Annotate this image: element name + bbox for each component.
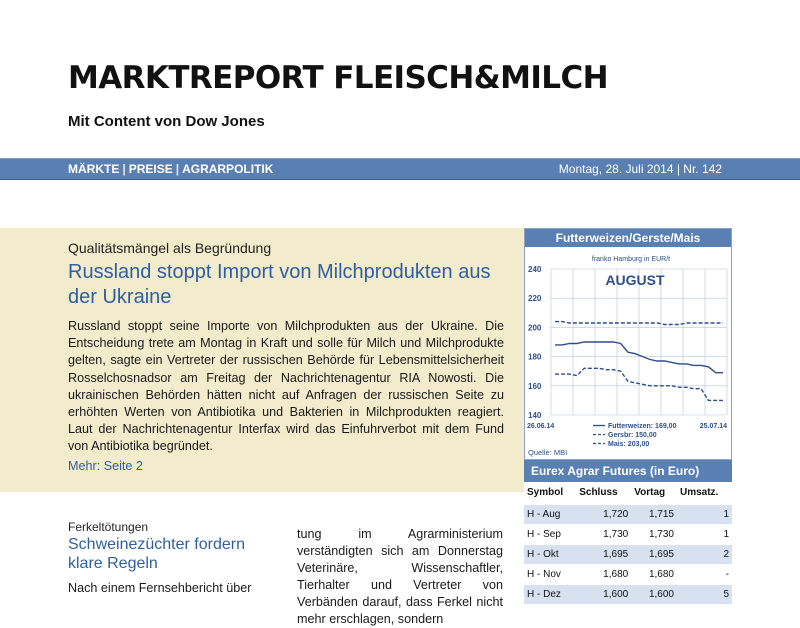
col-symbol: Symbol <box>524 482 576 504</box>
price-chart-box <box>524 228 732 460</box>
second-body: Nach einem Fernsehbericht über <box>68 581 252 595</box>
cell-schluss: 1,730 <box>576 524 631 544</box>
y-tick-label: 140 <box>528 411 542 420</box>
chart-subtitle: franko Hamburg in EUR/t <box>591 256 671 263</box>
cell-schluss: 1,680 <box>576 564 631 584</box>
chart-source: Quelle: MBI <box>528 448 568 457</box>
cell-umsatz: 5 <box>677 584 732 604</box>
legend-label: Futterweizen: 169,00 <box>608 423 677 430</box>
nav-separator: | <box>122 162 126 176</box>
cell-schluss: 1,720 <box>576 504 631 524</box>
cell-schluss: 1,695 <box>576 544 631 564</box>
col-schluss: Schluss <box>576 482 631 504</box>
x-start-label: 26.06.14 <box>527 423 555 430</box>
col-vortag: Vortag <box>631 482 677 504</box>
cell-vortag: 1,680 <box>631 564 677 584</box>
y-tick-label: 220 <box>528 294 542 304</box>
lead-more-link[interactable]: Mehr: Seite 2 <box>68 459 143 473</box>
cell-vortag: 1,715 <box>631 504 677 524</box>
cell-symbol: H - Nov <box>524 564 576 584</box>
table-row <box>524 524 732 544</box>
cell-umsatz: 1 <box>677 504 732 524</box>
y-tick-label: 240 <box>528 265 542 274</box>
futures-table-title: Eurex Agrar Futures (in Euro) <box>524 460 732 482</box>
y-tick-label: 180 <box>528 352 542 362</box>
lead-kicker: Qualitätsmängel als Begründung <box>68 240 272 256</box>
nav-items <box>68 162 273 176</box>
cell-symbol: H - Aug <box>524 504 576 524</box>
table-row <box>524 544 732 564</box>
col-umsatz: Umsatz. <box>677 482 732 504</box>
nav-separator: | <box>175 162 180 176</box>
futures-header-row <box>524 482 732 504</box>
cell-umsatz: 2 <box>677 544 732 564</box>
second-headline: Schweinezüchter fordern klare Regeln <box>68 536 245 572</box>
lead-headline: Russland stoppt Import von Milchprodukten aus der Ukraine <box>68 261 491 308</box>
cell-vortag: 1,600 <box>631 584 677 604</box>
x-end-label: 25.07.14 <box>699 423 727 430</box>
legend-label: Gersbr: 150,00 <box>608 432 657 439</box>
second-body-column: tung im Agrarministerium verständigten sich am Donnerstag Veterinäre, Wissenschaftler, Tierhalter und Vertreter von Verbänden darauf, dass Ferkel nicht mehr erschlagen, sondern <box>297 527 503 626</box>
y-tick-label: 160 <box>528 381 542 391</box>
cell-umsatz: 1 <box>677 524 732 544</box>
legend-label: Mais: 203,00 <box>608 441 650 448</box>
second-kicker: Ferkeltötungen <box>68 520 149 534</box>
lead-body: Russland stoppt seine Importe von Milchprodukten aus der Ukraine. Die Entscheidung trete am Montag in Kraft und solle für Milch und Milchprodukte gelten, sagte ein Vertreter der russischen Behörde für Lebensmittelsicherheit Rosselchosnadsor am Freitag der Nachrichtenagentur RIA Nowosti. Die ukrainischen Behörden hätten nicht auf Anfragen der russischen Seite zu erhöhten Werten von Antibiotika und Bakterien in Milchprodukten reagiert. Laut der Nachrichtenagentur Interfax wird das Einfuhrverbot mit dem Fund von Antibiotika begründet. <box>68 319 504 454</box>
section-navbar <box>0 158 800 180</box>
table-row <box>524 504 732 524</box>
masthead-subtitle: Mit Content von Dow Jones <box>68 113 265 130</box>
cell-umsatz: - <box>677 564 732 584</box>
masthead-title: MARKTREPORT FLEISCH&MILCH <box>68 60 608 96</box>
chart-title: Futterweizen/Gerste/Mais <box>525 229 731 247</box>
table-row <box>524 584 732 604</box>
futures-table <box>524 482 732 604</box>
y-tick-label: 200 <box>528 323 542 333</box>
cell-symbol: H - Dez <box>524 584 576 604</box>
nav-item-maerkte[interactable]: MÄRKTE <box>68 162 120 176</box>
nav-item-agrarpolitik[interactable]: AGRARPOLITIK <box>182 162 274 176</box>
cell-vortag: 1,730 <box>631 524 677 544</box>
cell-vortag: 1,695 <box>631 544 677 564</box>
table-row <box>524 564 732 584</box>
cell-schluss: 1,600 <box>576 584 631 604</box>
cell-symbol: H - Sep <box>524 524 576 544</box>
chart-annotation: AUGUST <box>605 272 665 288</box>
issue-date: Montag, 28. Juli 2014 | Nr. 142 <box>558 162 722 176</box>
cell-symbol: H - Okt <box>524 544 576 564</box>
nav-item-preise[interactable]: PREISE <box>128 162 173 176</box>
price-chart <box>525 247 731 459</box>
